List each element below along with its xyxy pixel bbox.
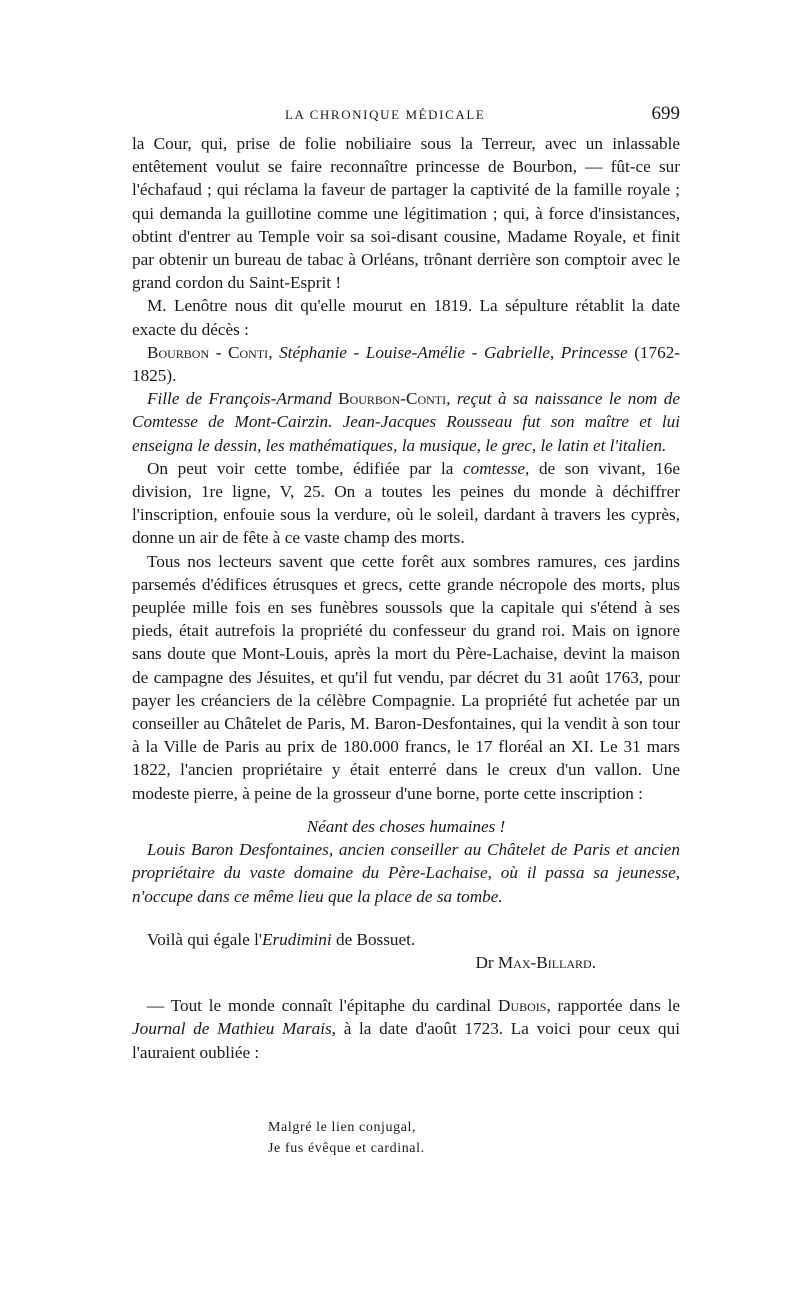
paragraph-5-rest: de Bossuet. <box>331 929 416 949</box>
paragraph-3-rest: , de son vivant, 16e division, 1re ligne, V, 25. On a toutes les peines du monde à déchiffrer l'inscription, enfouie sous la verdure, où le soleil, dardant à travers les cyprès, donne un air de fête à ce vaste champ des morts. <box>132 458 680 548</box>
epitaph-conti-names: , Stéphanie - Louise-Amélie - Gabrielle, Princesse <box>268 342 628 362</box>
inscription-title: Néant des choses humaines ! <box>306 816 506 836</box>
paragraph-5-emphasis: Erudimini <box>261 929 332 949</box>
paragraph-6-start: — Tout le monde connaît l'épitaphe du cardinal <box>147 996 499 1016</box>
spacer <box>132 805 680 815</box>
inscription-body: Louis Baron Desfontaines, ancien conseiller au Châtelet de Paris et ancien propriétaire du vaste domaine du Père-Lachaise, où il passa sa jeunesse, n'occupe dans ce même lieu que la place de sa tombe. <box>132 840 680 906</box>
epitaph-conti-body <box>132 387 680 457</box>
signature-title: Dr <box>475 952 498 972</box>
page-header <box>132 103 680 129</box>
paragraph-1: la Cour, qui, prise de folie nobiliaire sous la Terreur, avec un inlassable entêtement voulut se faire reconnaître princesse de Bourbon, — fût-ce sur l'échafaud ; qui réclama la faveur de partager la captivité de la famille royale ; qui demanda la guillotine comme une légitimation ; qui, à force d'insistances, obtint d'entrer au Temple voir sa soi-disant cousine, Madame Royale, et finit par obtenir un bureau de tabac à Orléans, trônant derrière son comptoir avec le grand cordon du Saint-Esprit ! <box>132 134 680 293</box>
paragraph-4: Tous nos lecteurs savent que cette forêt aux sombres ramures, ces jardins parsemés d'édifices étrusques et grecs, cette grande nécropole des morts, plus peuplée mille fois en ses funèbres soussols que la capitale qui s'étend à ses pieds, était autrefois la propriété du confesseur du grand roi. Mais on ignore sans doute que Mont-Louis, après la mort du Père-Lachaise, devint la maison de campagne des Jésuites, et qu'il fut vendu, par décret du 31 août 1763, pour payer les créanciers de la célèbre Compagnie. La propriété fut achetée par un conseiller au Châtelet de Paris, M. Baron-Desfontaines, qui la vendit à son tour à la Ville de Paris au prix de 180.000 francs, le 17 floréal an XI. Le 31 mars 1822, l'ancien propriétaire y était enterré dans le creux d'un vallon. Une modeste pierre, à peine de la grosseur d'une borne, porte cette inscription : <box>132 551 680 803</box>
poem-line-2: Je fus évêque et cardinal. <box>268 1141 425 1156</box>
epitaph-body-rest: , reçut à sa naissance le nom de Comtesse de Mont-Cairzin. Jean-Jacques Rousseau fut son maître et lui enseigna le dessin, les mathématiques, la musique, le grec, le latin et l'italien. <box>132 389 680 455</box>
epitaph-conti-name: Bourbon - Conti <box>147 342 269 362</box>
epitaph-conti-dates: (1762-1825). <box>132 342 681 386</box>
signature-name: Max-Billard. <box>497 952 596 972</box>
paragraph-6-middle: , rapportée dans le <box>546 996 680 1016</box>
epitaph-poem <box>268 1117 425 1159</box>
paragraph-6-name: Dubois <box>498 996 547 1016</box>
epitaph-body-start: Fille de François-Armand <box>147 389 332 409</box>
spacer <box>132 908 680 928</box>
spacer <box>132 974 680 994</box>
paragraph-2: M. Lenôtre nous dit qu'elle mourut en 1819. La sépulture rétablit la date exacte du décès : <box>132 296 680 339</box>
paragraph-3-emphasis: comtesse <box>463 458 526 478</box>
paragraph-5-start: Voilà qui égale l' <box>147 929 262 949</box>
signature <box>132 951 680 974</box>
epitaph-body-name: Bourbon-Conti <box>331 389 447 409</box>
paragraph-6-rest: , à la date d'août 1723. La voici pour ceux qui l'auraient oubliée : <box>132 1019 680 1062</box>
epitaph-conti-heading <box>132 341 680 387</box>
poem-line-1: Malgré le lien conjugal, <box>268 1120 417 1135</box>
running-title: LA CHRONIQUE MÉDICALE <box>285 107 486 122</box>
page-number: 699 <box>651 103 680 124</box>
paragraph-3-start: On peut voir cette tombe, édifiée par la <box>147 458 463 478</box>
body-text <box>132 132 680 1064</box>
paragraph-6 <box>132 994 680 1064</box>
paragraph-3 <box>132 457 680 550</box>
paragraph-6-emphasis: Journal de Mathieu Marais <box>132 1019 332 1039</box>
paragraph-5 <box>132 928 680 951</box>
